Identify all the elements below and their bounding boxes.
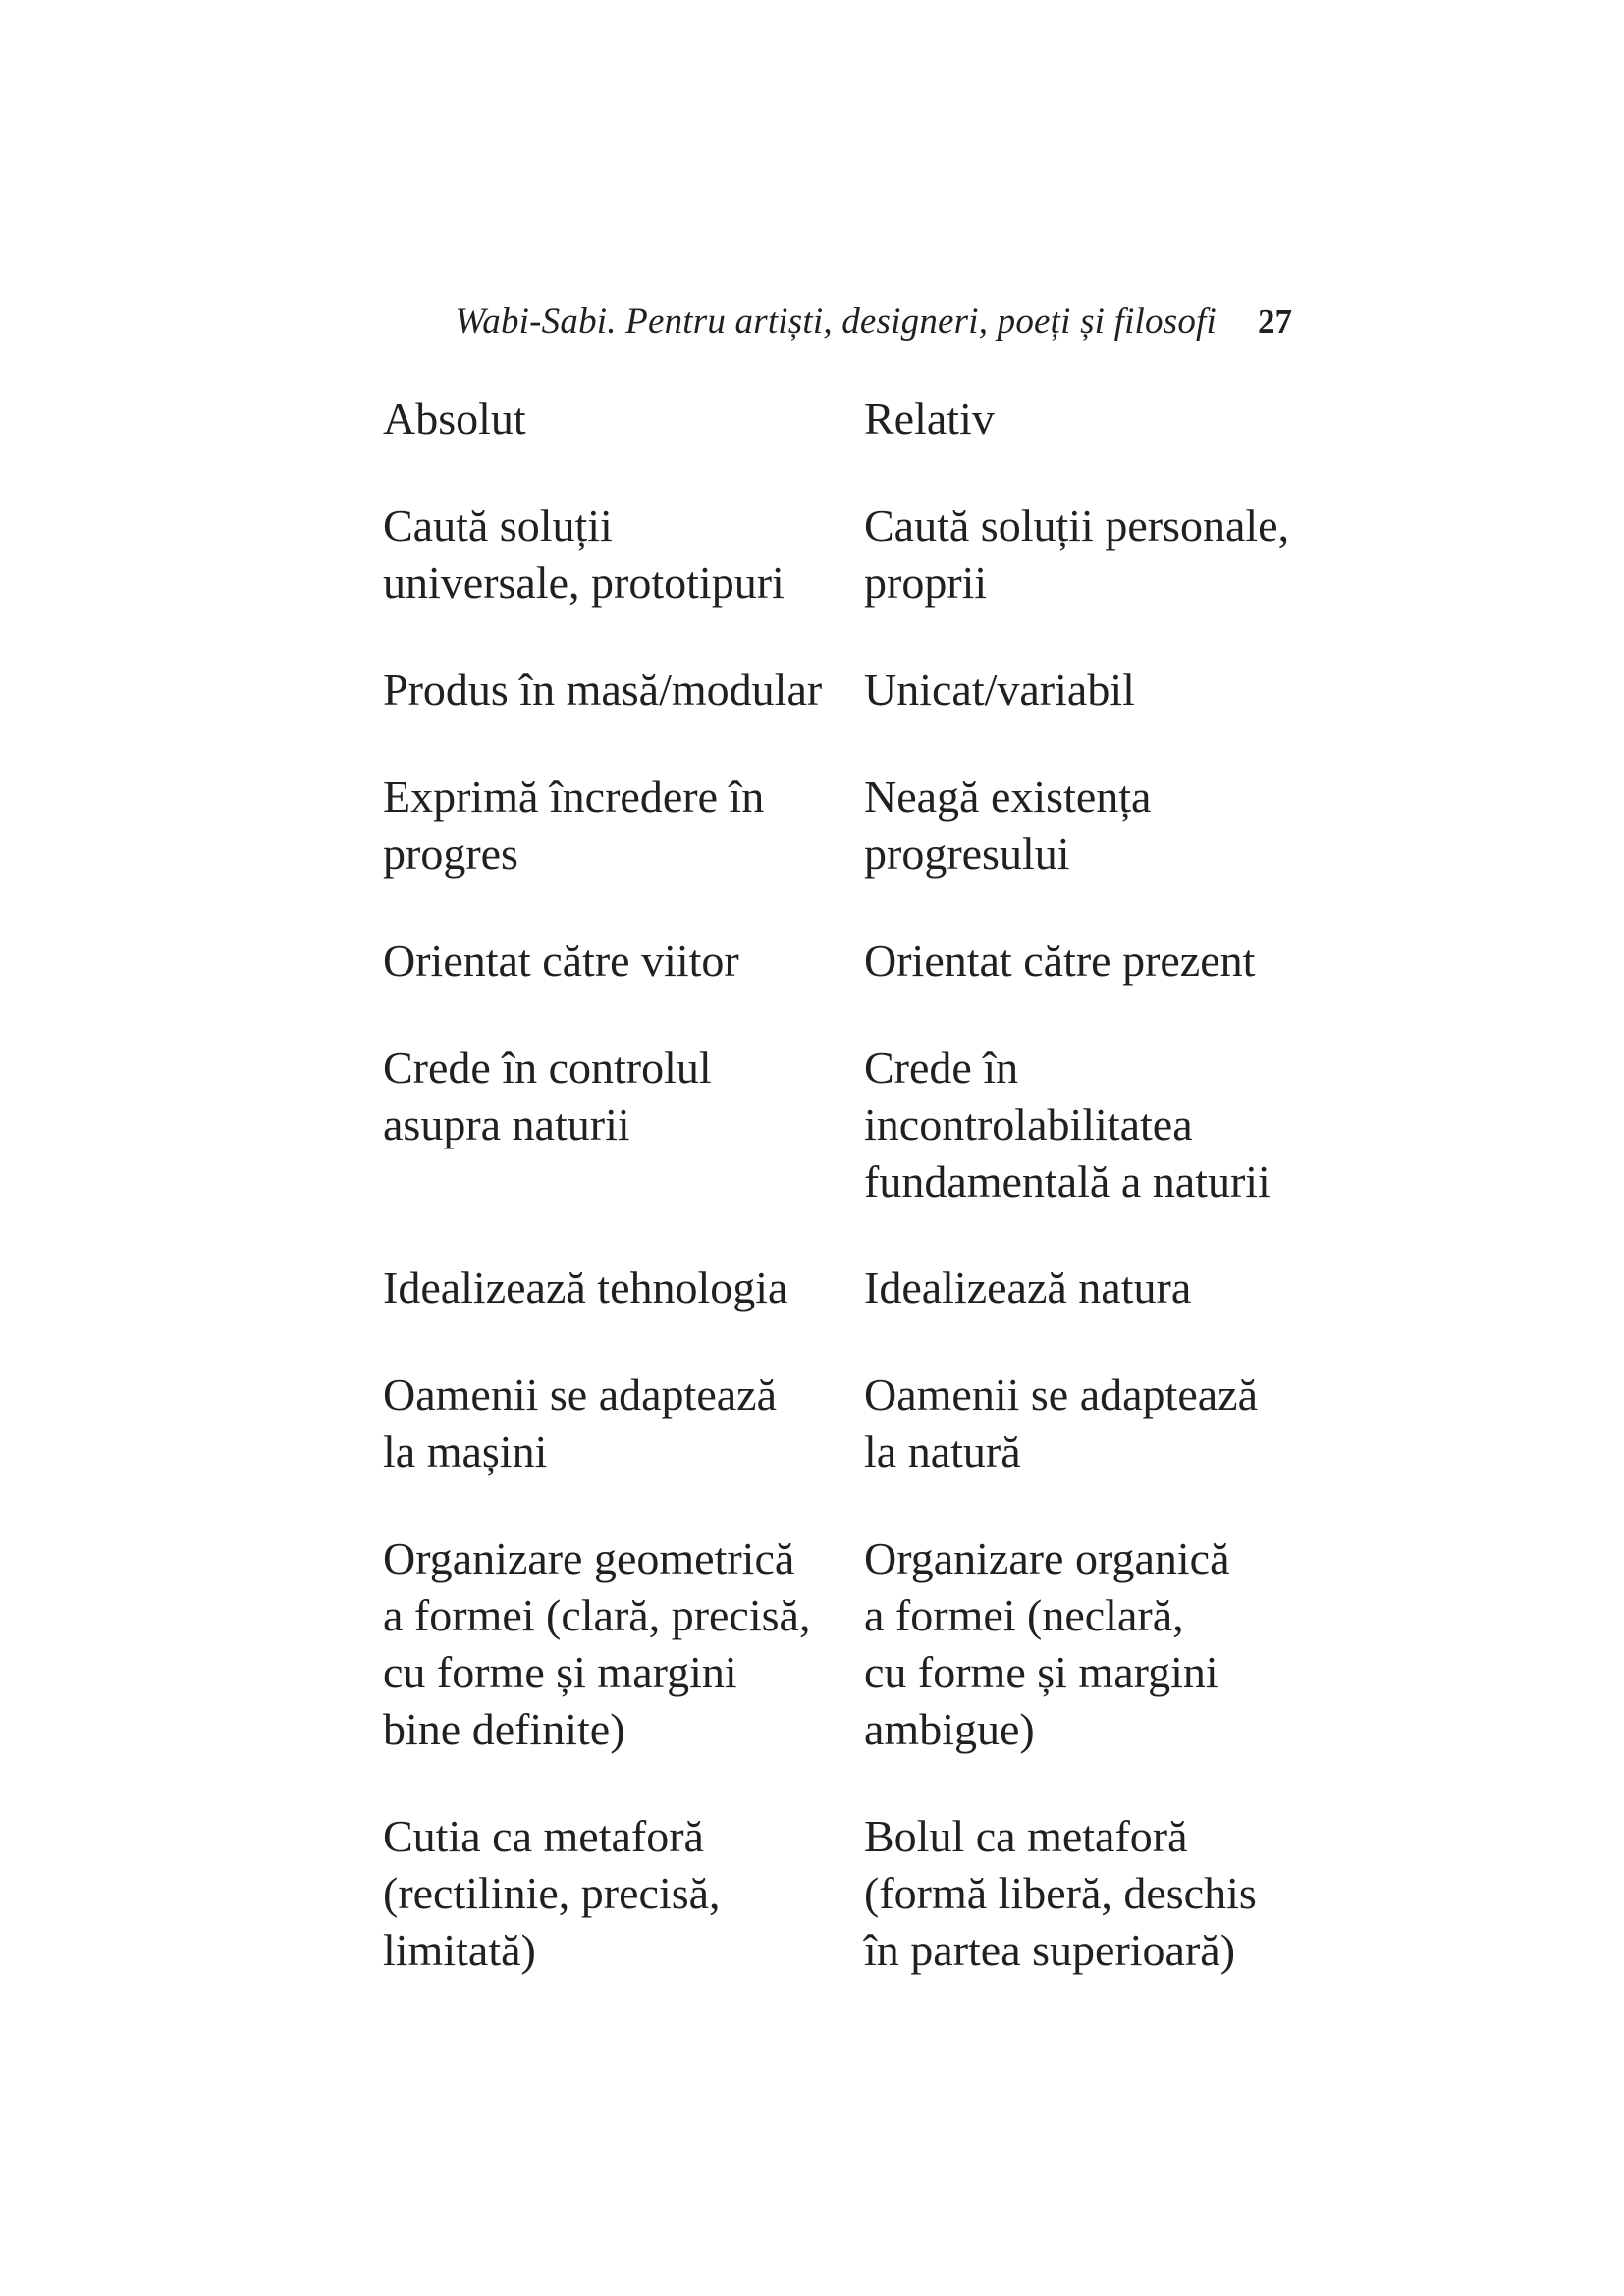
row-right-cell: Orientat către prezent [864,935,1256,986]
row-right-cell: Organizare organică a formei (neclară, cu forme și margini ambigue) [864,1533,1230,1754]
row-right-cell: Unicat/variabil [864,665,1135,715]
row-left-cell: Produs în masă/modular [383,665,823,715]
row-right-cell: Bolul ca metaforă (formă liberă, deschis în partea superioară) [864,1811,1257,1975]
running-header [295,300,1292,343]
row-left-cell: Crede în controlul asupra naturii [383,1042,712,1149]
row-left-cell: Exprimă încredere în progres [383,772,765,879]
row-left-cell: Organizare geometrică a formei (clară, precisă, cu forme și margini bine definite) [383,1533,811,1754]
row-left-cell: Orientat către viitor [383,935,739,986]
row-left-cell: Idealizează tehnologia [383,1262,788,1312]
column-heading-relativ: Relativ [864,394,995,444]
column-heading-absolut: Absolut [383,394,526,444]
row-right-cell: Neagă existența progresului [864,772,1152,879]
row-right-cell: Crede în incontrolabilitatea fundamentală a naturii [864,1042,1271,1206]
row-left-cell: Cutia ca metaforă (rectilinie, precisă, limitată) [383,1811,721,1975]
page-number: 27 [1258,302,1292,341]
row-left-cell: Oamenii se adaptează la mașini [383,1369,777,1476]
row-left-cell: Caută soluții universale, prototipuri [383,501,785,608]
running-title: Wabi-Sabi. Pentru artiști, designeri, poeți și filosofi [455,301,1217,342]
row-right-cell: Oamenii se adaptează la natură [864,1369,1258,1476]
row-right-cell: Idealizează natura [864,1262,1192,1312]
row-right-cell: Caută soluții personale, proprii [864,501,1290,608]
